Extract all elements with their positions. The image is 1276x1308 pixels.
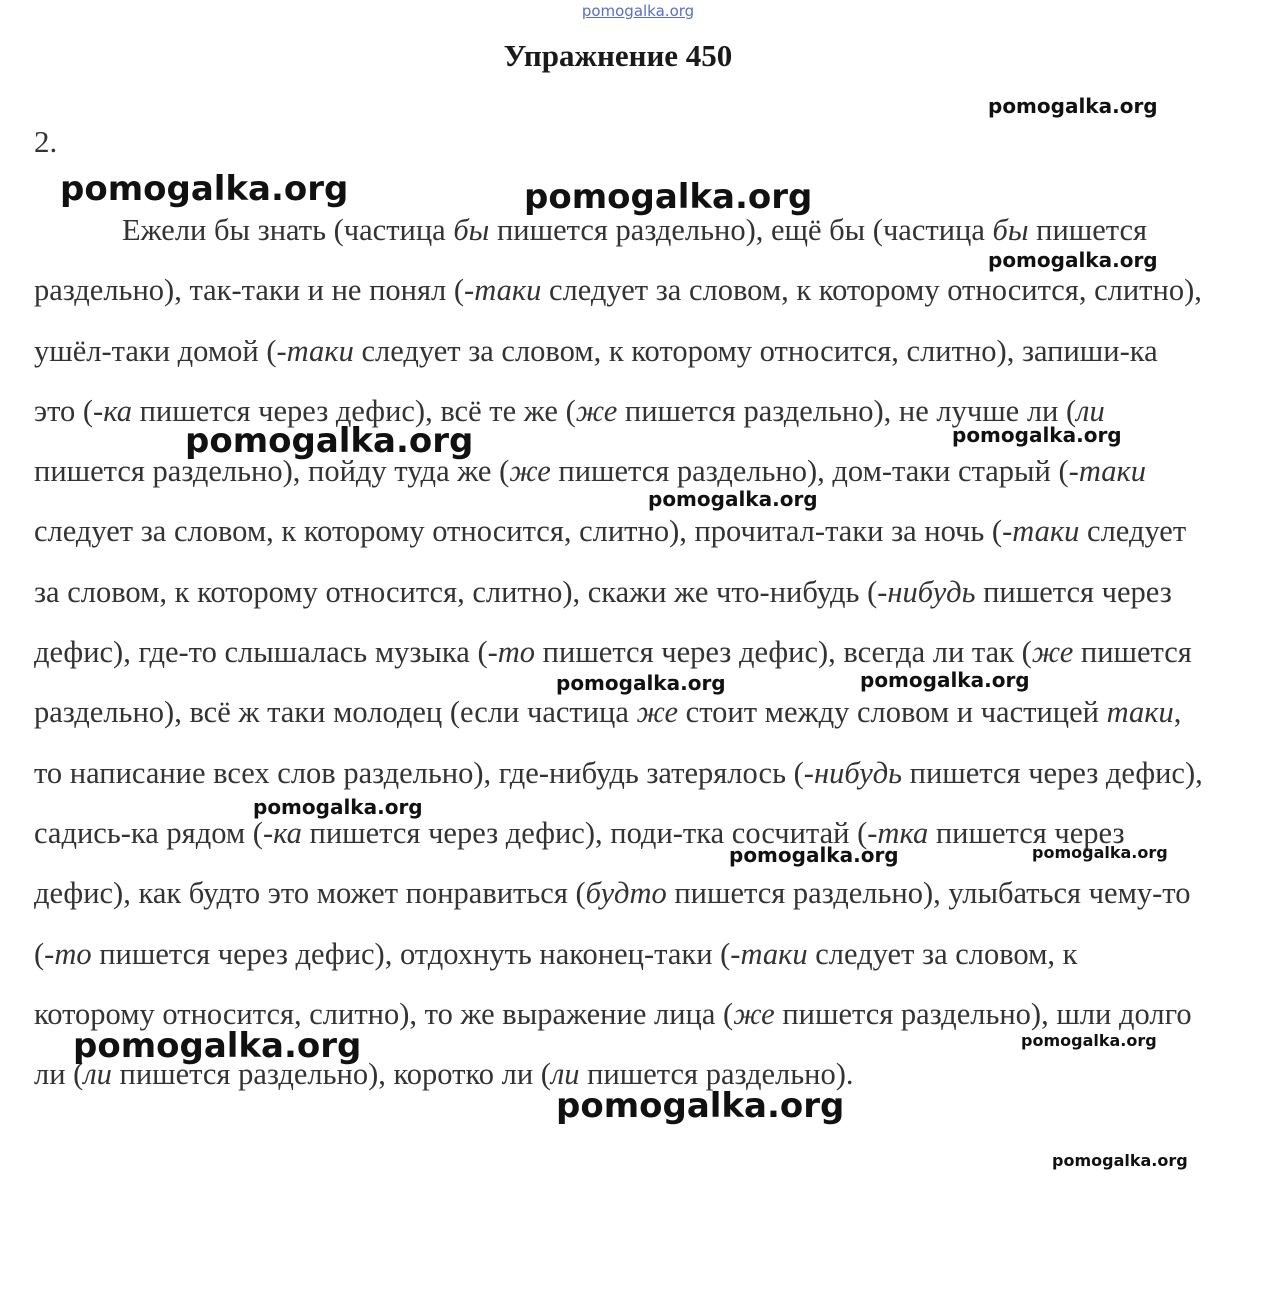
text-segment: следует за словом, к которому относится, слитно), запиши-ка это (- (34, 333, 1158, 428)
section-number: 2. (34, 124, 58, 159)
watermark: pomogalka.org (648, 487, 818, 511)
watermark: pomogalka.org (185, 421, 474, 461)
watermark: pomogalka.org (988, 248, 1158, 272)
watermark: pomogalka.org (1032, 843, 1168, 862)
italic-particle: ли (1076, 393, 1105, 428)
text-segment: пишется раздельно), всё ж таки молодец (если частица (34, 635, 1192, 730)
italic-particle: бы (453, 213, 490, 247)
text-segment: пишется раздельно), не лучше ли ( (617, 393, 1077, 428)
italic-particle: таки (740, 936, 808, 971)
italic-particle: тка (877, 815, 929, 850)
italic-particle: нибудь (887, 574, 976, 609)
text-segment: пишется через дефис), садись-ка рядом (- (34, 755, 1203, 850)
watermark: pomogalka.org (988, 94, 1158, 118)
text-segment: следует за словом, к которому относится, слитно), прочитал-таки за ночь (- (34, 514, 1013, 549)
text-segment: пишется через дефис), поди-тка сосчитай (- (301, 815, 878, 850)
text-segment: пишется через дефис), всегда ли так ( (535, 635, 1032, 670)
watermark: pomogalka.org (556, 1086, 845, 1126)
watermark: pomogalka.org (60, 169, 349, 209)
italic-particle: нибудь (813, 755, 903, 790)
text-segment: пишется раздельно), пойду туда же ( (34, 454, 510, 489)
italic-particle: будто (585, 876, 667, 911)
answer-text (34, 200, 1204, 1104)
italic-particle: же (1031, 635, 1074, 670)
text-segment: пишется раздельно). (579, 1057, 854, 1092)
text-segment: пишется через дефис), где-то слышалась музыка (- (34, 574, 1172, 670)
italic-particle: ка (103, 393, 132, 428)
italic-particle: ли (550, 1057, 580, 1092)
italic-particle: же (575, 393, 618, 428)
watermark: pomogalka.org (524, 177, 813, 217)
text-segment: стоит между словом и частицей (678, 695, 1107, 730)
italic-particle: ка (273, 815, 302, 850)
italic-particle: же (636, 695, 679, 730)
text-segment: пишется раздельно), ещё бы (частица (489, 213, 993, 247)
watermark: pomogalka.org (73, 1026, 362, 1066)
text-segment: следует за словом, к которому относится, слитно), то же выражение лица ( (34, 936, 1078, 1031)
italic-particle: таки (286, 333, 354, 368)
text-segment: пишется раздельно), шли долго ли ( (34, 996, 1192, 1092)
watermark: pomogalka.org (952, 423, 1122, 447)
italic-particle: ли (83, 1057, 112, 1092)
text-segment: пишется раздельно), коротко ли ( (111, 1057, 551, 1092)
italic-particle: же (733, 996, 775, 1031)
text-segment: пишется раздельно), улыбаться чему-то (- (34, 876, 1191, 971)
italic-particle: таки (1106, 695, 1174, 730)
watermark: pomogalka.org (1021, 1031, 1157, 1050)
italic-particle: бы (992, 213, 1029, 247)
watermark: pomogalka.org (253, 795, 423, 819)
italic-particle: же (509, 454, 551, 489)
text-segment: пишется через дефис), как будто это может понравиться ( (34, 815, 1125, 911)
italic-particle: таки (474, 273, 542, 308)
text-segment: пишется раздельно), так-таки и не понял (- (34, 213, 1148, 308)
text-segment: Ежели бы знать (частица (122, 213, 454, 247)
text-segment: пишется раздельно), дом-таки старый (- (550, 454, 1079, 489)
text-segment: следует за словом, к которому относится, слитно), ушёл-таки домой (- (34, 273, 1202, 368)
page-title: Упражнение 450 (503, 38, 733, 73)
text-segment: следует за словом, к которому относится, слитно), скажи же что-нибудь (- (34, 514, 1187, 609)
text-segment: пишется через дефис), всё те же ( (131, 393, 576, 428)
watermark: pomogalka.org (729, 843, 899, 867)
watermark: pomogalka.org (556, 671, 726, 695)
watermark: pomogalka.org (1052, 1151, 1188, 1170)
italic-particle: то (497, 635, 536, 670)
italic-particle: то (54, 936, 92, 971)
text-segment: пишется через дефис), отдохнуть наконец-таки (- (91, 936, 741, 971)
text-segment: , то написание всех слов раздельно), где-нибудь затерялось (- (34, 695, 1182, 790)
site-link[interactable]: pomogalka.org (581, 2, 695, 20)
watermark: pomogalka.org (860, 668, 1030, 692)
italic-particle: таки (1078, 454, 1146, 489)
italic-particle: таки (1012, 514, 1080, 549)
